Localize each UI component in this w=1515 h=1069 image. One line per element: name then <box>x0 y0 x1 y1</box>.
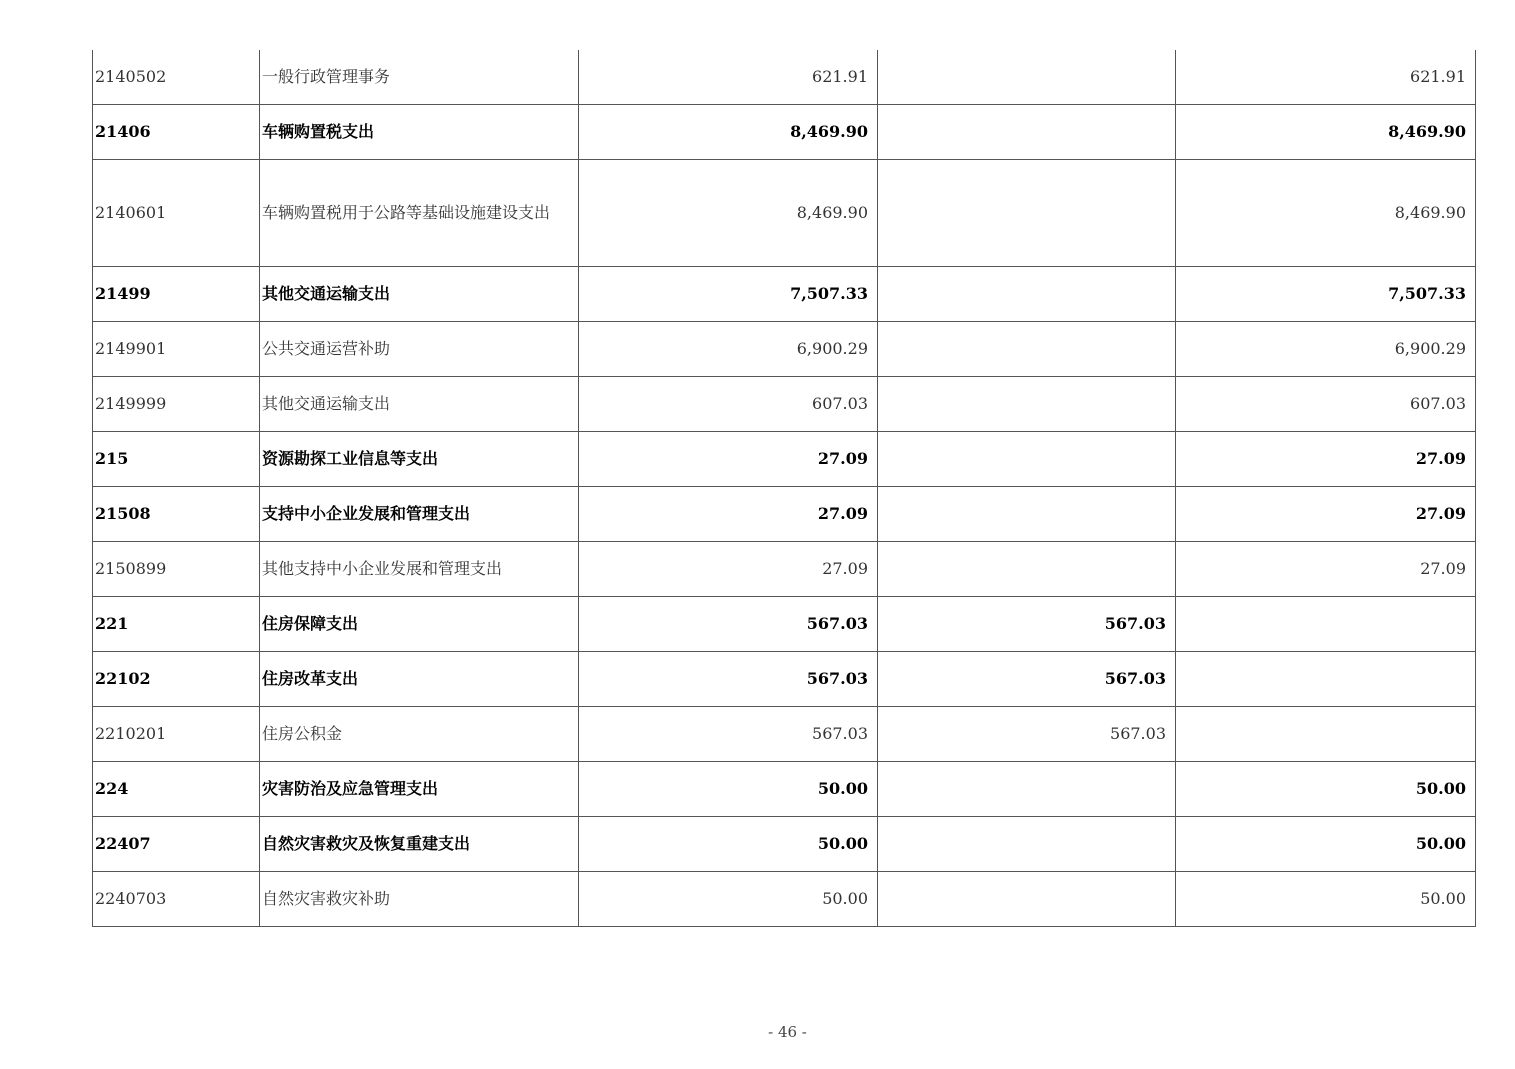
subject-code: 2140502 <box>93 50 260 105</box>
basic-expenditure: 567.03 <box>878 707 1176 762</box>
table-row <box>93 432 1476 487</box>
subject-name: 住房改革支出 <box>260 652 579 707</box>
subject-name: 车辆购置税支出 <box>260 105 579 160</box>
subject-code: 224 <box>93 762 260 817</box>
subject-name: 其他支持中小企业发展和管理支出 <box>260 542 579 597</box>
basic-expenditure <box>878 267 1176 322</box>
subject-code: 2149999 <box>93 377 260 432</box>
subject-name: 灾害防治及应急管理支出 <box>260 762 579 817</box>
table-row <box>93 597 1476 652</box>
basic-expenditure <box>878 377 1176 432</box>
total-amount: 7,507.33 <box>579 267 878 322</box>
subject-code: 21499 <box>93 267 260 322</box>
basic-expenditure <box>878 50 1176 105</box>
basic-expenditure <box>878 817 1176 872</box>
project-expenditure <box>1176 707 1476 762</box>
subject-name: 车辆购置税用于公路等基础设施建设支出 <box>260 160 579 267</box>
total-amount: 27.09 <box>579 487 878 542</box>
table-row <box>93 377 1476 432</box>
basic-expenditure <box>878 487 1176 542</box>
total-amount: 8,469.90 <box>579 160 878 267</box>
total-amount: 8,469.90 <box>579 105 878 160</box>
total-amount: 567.03 <box>579 707 878 762</box>
table-row <box>93 160 1476 267</box>
table-row <box>93 267 1476 322</box>
subject-code: 22407 <box>93 817 260 872</box>
subject-code: 2150899 <box>93 542 260 597</box>
total-amount: 6,900.29 <box>579 322 878 377</box>
subject-name: 资源勘探工业信息等支出 <box>260 432 579 487</box>
total-amount: 50.00 <box>579 872 878 927</box>
project-expenditure <box>1176 597 1476 652</box>
subject-code: 221 <box>93 597 260 652</box>
subject-code: 2210201 <box>93 707 260 762</box>
table-row <box>93 817 1476 872</box>
project-expenditure <box>1176 652 1476 707</box>
subject-code: 215 <box>93 432 260 487</box>
subject-code: 22102 <box>93 652 260 707</box>
project-expenditure: 50.00 <box>1176 762 1476 817</box>
total-amount: 50.00 <box>579 817 878 872</box>
total-amount: 27.09 <box>579 542 878 597</box>
total-amount: 567.03 <box>579 652 878 707</box>
project-expenditure: 50.00 <box>1176 872 1476 927</box>
subject-name: 住房公积金 <box>260 707 579 762</box>
total-amount: 27.09 <box>579 432 878 487</box>
table-row <box>93 487 1476 542</box>
subject-name: 一般行政管理事务 <box>260 50 579 105</box>
basic-expenditure <box>878 322 1176 377</box>
project-expenditure: 50.00 <box>1176 817 1476 872</box>
table-row <box>93 50 1476 105</box>
project-expenditure: 621.91 <box>1176 50 1476 105</box>
basic-expenditure <box>878 432 1176 487</box>
basic-expenditure <box>878 105 1176 160</box>
total-amount: 50.00 <box>579 762 878 817</box>
total-amount: 567.03 <box>579 597 878 652</box>
page-number: - 46 - <box>768 1023 807 1041</box>
project-expenditure: 27.09 <box>1176 542 1476 597</box>
basic-expenditure: 567.03 <box>878 652 1176 707</box>
project-expenditure: 8,469.90 <box>1176 105 1476 160</box>
subject-code: 2140601 <box>93 160 260 267</box>
project-expenditure: 27.09 <box>1176 432 1476 487</box>
subject-name: 自然灾害救灾补助 <box>260 872 579 927</box>
project-expenditure: 8,469.90 <box>1176 160 1476 267</box>
subject-name: 支持中小企业发展和管理支出 <box>260 487 579 542</box>
subject-name: 其他交通运输支出 <box>260 267 579 322</box>
basic-expenditure <box>878 160 1176 267</box>
total-amount: 607.03 <box>579 377 878 432</box>
basic-expenditure <box>878 872 1176 927</box>
budget-table <box>92 50 1476 927</box>
basic-expenditure: 567.03 <box>878 597 1176 652</box>
project-expenditure: 7,507.33 <box>1176 267 1476 322</box>
subject-name: 公共交通运营补助 <box>260 322 579 377</box>
table-row <box>93 322 1476 377</box>
subject-code: 2240703 <box>93 872 260 927</box>
subject-name: 住房保障支出 <box>260 597 579 652</box>
project-expenditure: 607.03 <box>1176 377 1476 432</box>
table-row <box>93 762 1476 817</box>
basic-expenditure <box>878 542 1176 597</box>
basic-expenditure <box>878 762 1176 817</box>
table-row <box>93 542 1476 597</box>
subject-code: 2149901 <box>93 322 260 377</box>
subject-name: 其他交通运输支出 <box>260 377 579 432</box>
table-row <box>93 872 1476 927</box>
table-row <box>93 105 1476 160</box>
subject-code: 21508 <box>93 487 260 542</box>
table-row <box>93 652 1476 707</box>
subject-name: 自然灾害救灾及恢复重建支出 <box>260 817 579 872</box>
subject-code: 21406 <box>93 105 260 160</box>
project-expenditure: 6,900.29 <box>1176 322 1476 377</box>
table-row <box>93 707 1476 762</box>
project-expenditure: 27.09 <box>1176 487 1476 542</box>
total-amount: 621.91 <box>579 50 878 105</box>
